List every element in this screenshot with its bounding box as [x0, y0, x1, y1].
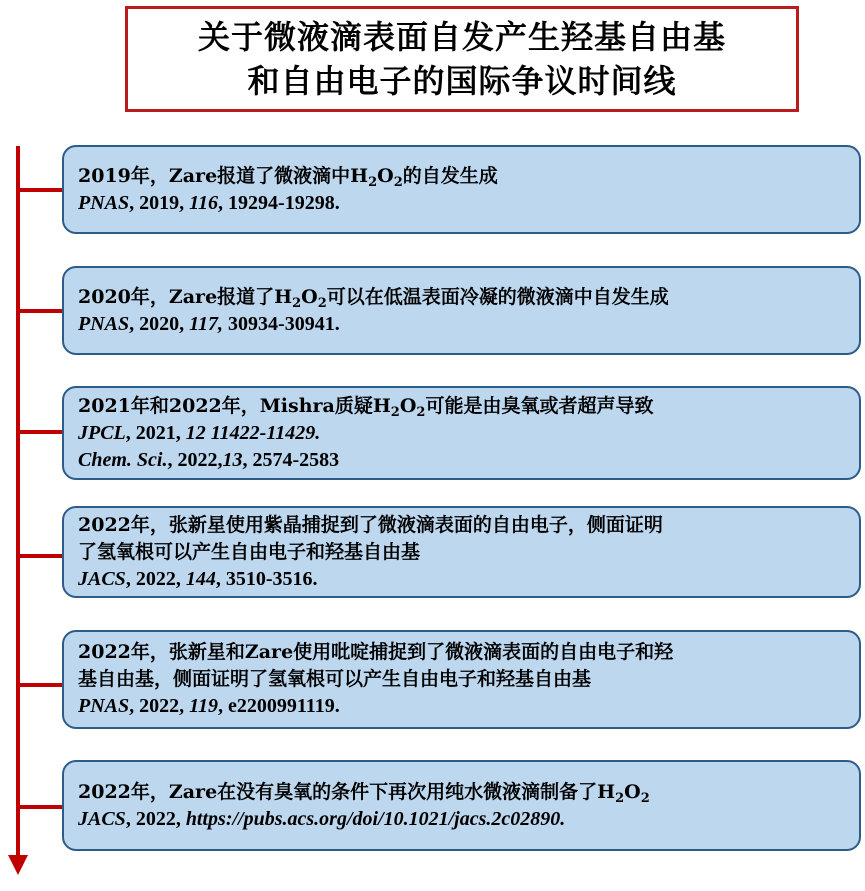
event-description: 2022年，Zare在没有臭氧的条件下再次用纯水微液滴制备了$H_2O_2$ — [78, 780, 650, 806]
event-reference: JACS, 2022, https://pubs.acs.org/doi/10.1021/jacs.2c02890. — [78, 807, 566, 830]
timeline-event-2021-2022 — [62, 386, 861, 480]
timeline-event-2019 — [62, 145, 861, 234]
event-reference: PNAS, 2019, 116, 19294-19298. — [78, 191, 340, 214]
timeline-event-2022-a — [62, 506, 861, 598]
event-description: 2021年和2022年，Mishra质疑$H_2O_2$可能是由臭氧或者超声导致 — [78, 394, 654, 420]
timeline-tick — [18, 554, 64, 558]
title-box — [125, 6, 799, 112]
event-description: 了氢氧根可以产生自由电子和羟基自由基 — [78, 540, 421, 563]
event-description: 2022年，张新星和Zare使用吡啶捕捉到了微液滴表面的自由电子和羟 — [78, 641, 674, 663]
event-reference: JACS, 2022, 144, 3510-3516. — [78, 567, 318, 590]
event-reference: Chem. Sci., 2022,13, 2574-2583 — [78, 448, 340, 471]
timeline-event-2022-c — [62, 760, 861, 851]
event-reference: PNAS, 2020, 117, 30934-30941. — [78, 312, 340, 335]
event-reference: PNAS, 2022, 119, e2200991119. — [78, 695, 340, 717]
event-description: 2020年，Zare报道了$H_2O_2$可以在低温表面冷凝的微液滴中自发生成 — [78, 285, 669, 311]
timeline-event-2022-b — [62, 630, 861, 729]
event-reference: JPCL, 2021, 12 11422-11429. — [78, 421, 321, 444]
timeline-event-2020 — [62, 266, 861, 355]
title-line-2: 和自由电子的国际争议时间线 — [247, 62, 677, 100]
timeline-tick — [18, 683, 64, 687]
timeline-tick — [18, 805, 64, 809]
timeline-tick — [18, 430, 64, 434]
event-description: 2019年，Zare报道了微液滴中$H_2O_2$的自发生成 — [78, 164, 498, 190]
timeline-axis — [16, 146, 20, 858]
timeline-tick — [18, 309, 64, 313]
title-line-1: 关于微液滴表面自发产生羟基自由基 — [197, 18, 726, 56]
timeline-tick — [18, 188, 64, 192]
event-description: 2022年，张新星使用紫晶捕捉到了微液滴表面的自由电子，侧面证明 — [78, 513, 663, 536]
event-description: 基自由基，侧面证明了氢氧根可以产生自由电子和羟基自由基 — [78, 668, 592, 690]
timeline-arrow-head — [8, 855, 28, 875]
